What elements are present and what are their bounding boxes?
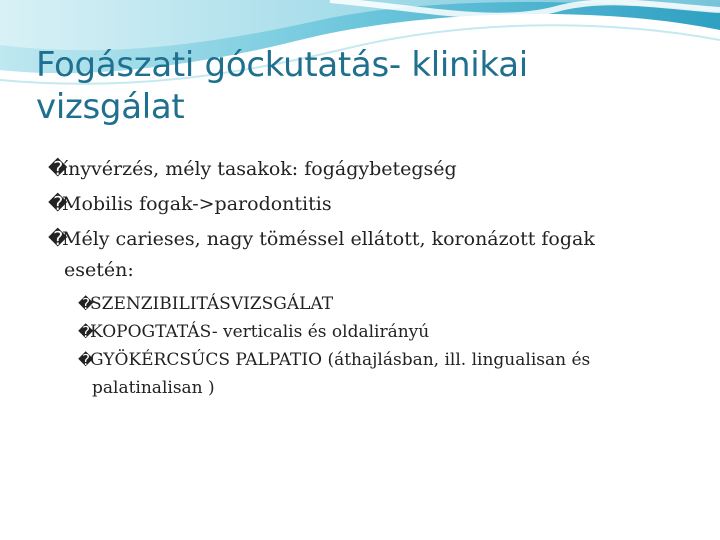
list-item [0,154,664,185]
list-item [0,189,664,220]
slide-body [0,154,720,402]
list-item-text: Mély carieses, nagy töméssel ellátott, koronázott fogak esetén: [62,228,595,281]
sub-list-item [0,318,692,346]
list-item-text: Mobilis fogak->parodontitis [62,193,332,215]
bullet-icon: � [48,228,68,250]
bullet-icon: � [78,351,94,369]
sub-list-item [0,290,692,318]
bullet-icon: � [48,158,68,180]
bullet-icon: � [48,193,68,215]
sub-list-item [0,346,692,402]
list-item-text: ínyvérzés, mély tasakok: fogágybetegség [62,158,457,180]
slide-title [36,44,696,128]
list-item [0,224,644,286]
bullet-icon: � [78,295,94,313]
sub-list-item-text: SZENZIBILITÁSVIZSGÁLAT [90,294,334,314]
sub-list-item-text: GYÖKÉRCSÚCS PALPATIO (áthajlásban, ill. lingualisan és palatinalisan ) [90,350,591,398]
bullet-icon: � [78,323,94,341]
title-line-1: Fogászati góckutatás- klinikai [36,45,528,85]
title-line-2: vizsgálat [36,87,185,127]
sub-list-item-text: KOPOGTATÁS- verticalis és oldalirányú [90,322,430,342]
